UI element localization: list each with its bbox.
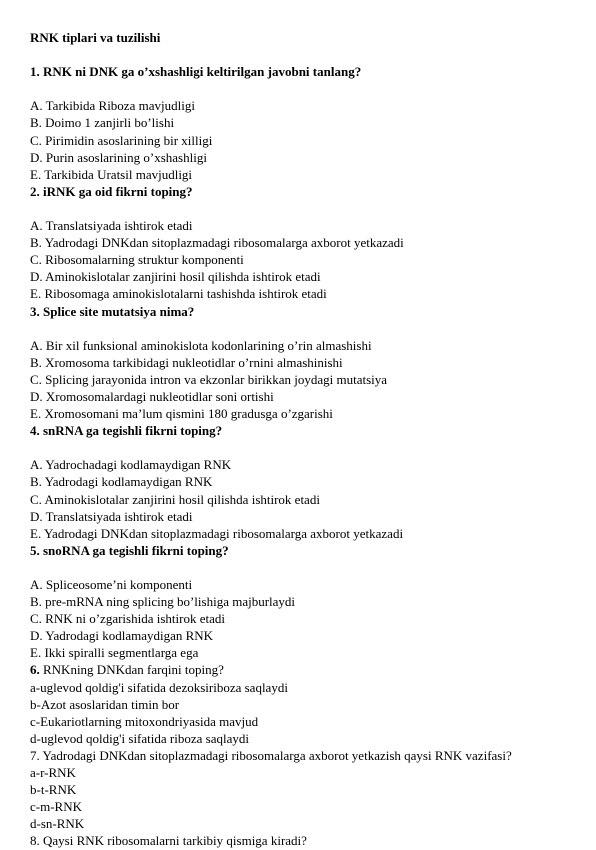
question-7: 7. Yadrodagi DNKdan sitoplazmadagi ribosomalarga axborot yetkazish qaysi RNK vazifasi? <box>30 747 512 763</box>
q5-option-e: E. Ikki spiralli segmentlarga ega <box>30 645 199 661</box>
q6-option-a: a-uglevod qoldig'i sifatida dezoksiriboza saqlaydi <box>30 679 288 695</box>
q1-option-b: B. Doimo 1 zanjirli bo’lishi <box>30 115 175 131</box>
question-3: 3. Splice site mutatsiya nima? <box>30 303 195 319</box>
q5-option-a: A. Spliceosome’ni komponenti <box>30 577 193 592</box>
q3-option-d: D. Xromosomalardagi nukleotidlar soni ortishi <box>30 388 274 404</box>
q3-option-a: A. Bir xil funksional aminokislota kodonlarining o’rin almashishi <box>30 337 372 353</box>
q1-option-d: D. Purin asoslarining o’xshashligi <box>30 149 207 165</box>
q1-option-a: A. Tarkibida Riboza mavjudligi <box>30 98 195 114</box>
q4-option-d: D. Translatsiyada ishtirok etadi <box>30 508 193 524</box>
spacer <box>30 46 590 63</box>
q1-option-c: C. Pirimidin asoslarining bir xilligi <box>30 132 213 148</box>
question-6-number: 6. <box>30 662 40 678</box>
document-page <box>30 29 590 850</box>
q7-option-b: b-t-RNK <box>30 782 77 798</box>
q4-option-e: E. Yadrodagi DNKdan sitoplazmadagi ribosomalarga axborot yetkazadi <box>30 525 404 541</box>
q5-option-b: B. pre-mRNA ning splicing bo’lishiga majburlaydi <box>30 594 296 610</box>
question-1: 1. RNK ni DNK ga o’xshashligi keltirilgan javobni tanlang? <box>30 64 362 80</box>
q6-option-d: d-uglevod qoldig'i sifatida riboza saqlaydi <box>30 730 249 746</box>
question-2: 2. iRNK ga oid fikrni toping? <box>30 183 193 199</box>
spacer <box>30 200 590 217</box>
document-title: RNK tiplari va tuzilishi <box>30 30 161 45</box>
q3-option-b: B. Xromosoma tarkibidagi nukleotidlar o’rnini almashinishi <box>30 354 343 370</box>
q1-option-e: E. Tarkibida Uratsil mavjudligi <box>30 166 193 182</box>
q7-option-a: a-r-RNK <box>30 765 76 781</box>
q3-option-c: C. Splicing jarayonida intron va ekzonlar birikkan joydagi mutatsiya <box>30 371 388 387</box>
q2-option-e: E. Ribosomaga aminokislotalarni tashishda ishtirok etadi <box>30 286 327 302</box>
q7-option-d: d-sn-RNK <box>30 816 85 832</box>
spacer <box>30 80 590 97</box>
q2-option-b: B. Yadrodagi DNKdan sitoplazmadagi ribosomalarga axborot yetkazadi <box>30 235 404 251</box>
question-5: 5. snoRNA ga tegishli fikrni toping? <box>30 542 229 558</box>
question-4: 4. snRNA ga tegishli fikrni toping? <box>30 423 223 439</box>
q6-option-b: b-Azot asoslaridan timin bor <box>30 696 180 712</box>
q4-option-b: B. Yadrodagi kodlamaydigan RNK <box>30 474 213 490</box>
q5-option-c: C. RNK ni o’zgarishida ishtirok etadi <box>30 611 225 627</box>
q4-option-a: A. Yadrochadagi kodlamaydigan RNK <box>30 457 232 473</box>
q2-option-d: D. Aminokislotalar zanjirini hosil qilishda ishtirok etadi <box>30 269 321 285</box>
q2-option-c: C. Ribosomalarning struktur komponenti <box>30 252 244 268</box>
question-8: 8. Qaysi RNK ribosomalarni tarkibiy qismiga kiradi? <box>30 833 307 849</box>
q5-option-d: D. Yadrodagi kodlamaydigan RNK <box>30 628 214 644</box>
spacer <box>30 559 590 576</box>
question-6 <box>30 661 590 678</box>
q6-option-c: c-Eukariotlarning mitoxondriyasida mavjud <box>30 713 259 729</box>
q2-option-a: A. Translatsiyada ishtirok etadi <box>30 218 193 234</box>
q7-option-c: c-m-RNK <box>30 799 82 815</box>
question-6-text: RNKning DNKdan farqini toping? <box>39 662 224 678</box>
spacer <box>30 439 590 456</box>
q4-option-c: C. Aminokislotalar zanjirini hosil qilishda ishtirok etadi <box>30 491 320 507</box>
q3-option-e: E. Xromosomani ma’lum qismini 180 gradusga o’zgarishi <box>30 406 333 422</box>
spacer <box>30 320 590 337</box>
